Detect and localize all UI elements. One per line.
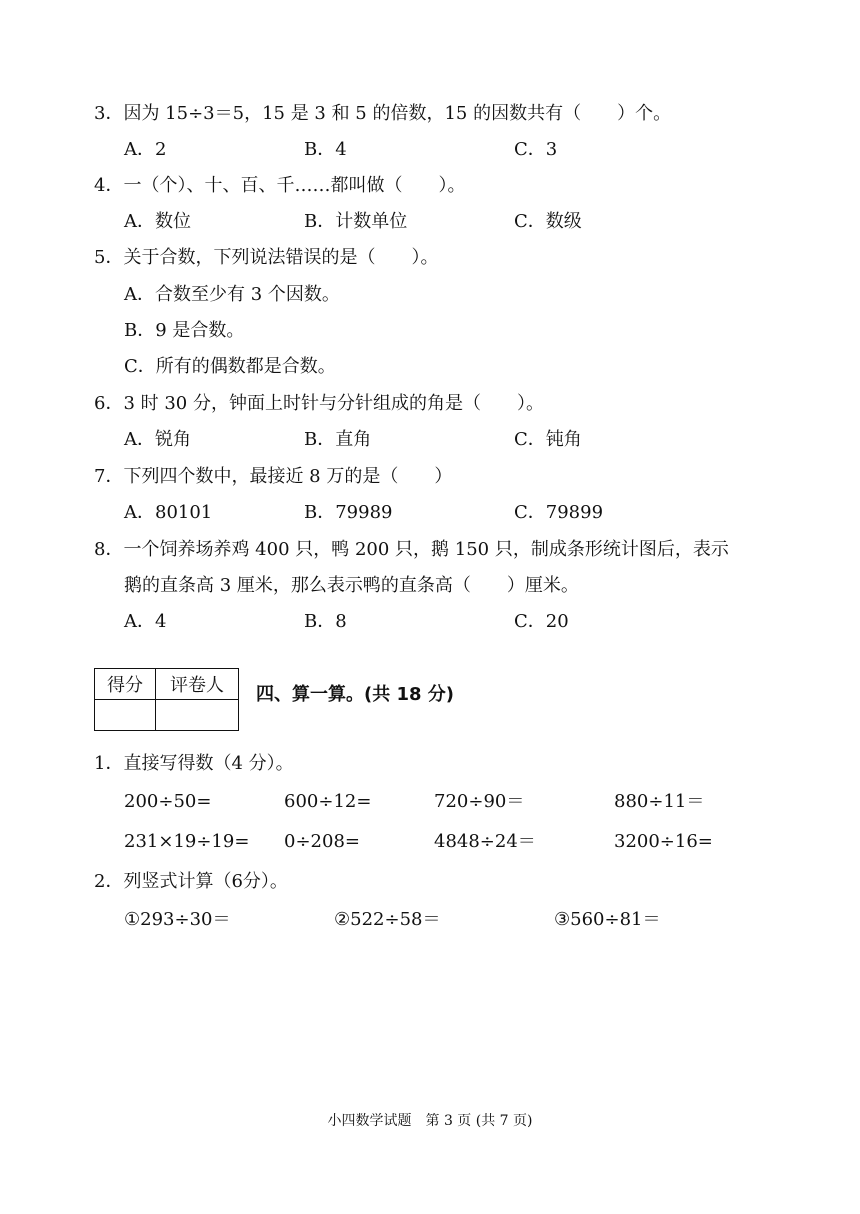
question-6-option-c: C．钝角 bbox=[514, 429, 582, 450]
vertical-calc-item: ③560÷81＝ bbox=[554, 909, 661, 930]
question-7-option-b: B．79989 bbox=[304, 502, 393, 523]
question-5-option-b: B．9 是合数。 bbox=[124, 320, 245, 341]
question-4-stem: 4．一（个）、十、百、千……都叫做（ ）。 bbox=[94, 175, 466, 196]
calc-item: 0÷208= bbox=[284, 831, 360, 852]
calc-item: 200÷50= bbox=[124, 791, 212, 812]
question-5-option-c: C．所有的偶数都是合数。 bbox=[124, 356, 336, 377]
grader-cell bbox=[156, 700, 239, 731]
question-5-option-a: A．合数至少有 3 个因数。 bbox=[124, 284, 340, 305]
question-4-option-a: A．数位 bbox=[124, 211, 191, 232]
calc-item: 3200÷16= bbox=[614, 831, 713, 852]
question-7-option-c: C．79899 bbox=[514, 502, 604, 523]
question-4-option-b: B．计数单位 bbox=[304, 211, 408, 232]
section-4-question-2: 2．列竖式计算（6分）。 bbox=[94, 871, 288, 892]
question-8-stem: 8．一个饲养场养鸡 400 只，鸭 200 只，鹅 150 只，制成条形统计图后，表示 bbox=[94, 539, 729, 560]
question-3-option-c: C．3 bbox=[514, 139, 558, 160]
question-5-stem: 5．关于合数，下列说法错误的是（ ）。 bbox=[94, 247, 439, 268]
question-6-stem: 6．3 时 30 分，钟面上时针与分针组成的角是（ ）。 bbox=[94, 393, 544, 414]
question-3-option-b: B．4 bbox=[304, 139, 347, 160]
question-8-option-a: A．4 bbox=[124, 611, 167, 632]
question-6-option-b: B．直角 bbox=[304, 429, 372, 450]
score-box bbox=[94, 668, 239, 731]
vertical-calc-item: ②522÷58＝ bbox=[334, 909, 441, 930]
question-7-stem: 7．下列四个数中，最接近 8 万的是（ ） bbox=[94, 466, 453, 487]
question-3-stem: 3．因为 15÷3＝5，15 是 3 和 5 的倍数，15 的因数共有（ ）个。 bbox=[94, 103, 672, 124]
section-4-title: 四、算一算。(共 18 分) bbox=[256, 684, 455, 705]
vertical-calc-item: ①293÷30＝ bbox=[124, 909, 231, 930]
section-4-question-1: 1．直接写得数（4 分）。 bbox=[94, 753, 294, 774]
question-3-option-a: A．2 bbox=[124, 139, 167, 160]
question-4-option-c: C．数级 bbox=[514, 211, 582, 232]
question-8-option-b: B．8 bbox=[304, 611, 347, 632]
grader-label: 评卷人 bbox=[156, 669, 239, 700]
page-footer: 小四数学试题 第 3 页 (共 7 页) bbox=[327, 1113, 533, 1129]
score-label: 得分 bbox=[95, 669, 156, 700]
calc-item: 231×19÷19= bbox=[124, 831, 250, 852]
score-cell bbox=[95, 700, 156, 731]
calc-item: 720÷90＝ bbox=[434, 791, 525, 812]
calc-item: 880÷11＝ bbox=[614, 791, 705, 812]
question-8-option-c: C．20 bbox=[514, 611, 569, 632]
question-6-option-a: A．锐角 bbox=[124, 429, 191, 450]
calc-item: 600÷12= bbox=[284, 791, 372, 812]
question-8-stem-continued: 鹅的直条高 3 厘米，那么表示鸭的直条高（ ）厘米。 bbox=[124, 575, 579, 596]
calc-item: 4848÷24＝ bbox=[434, 831, 536, 852]
question-7-option-a: A．80101 bbox=[124, 502, 213, 523]
